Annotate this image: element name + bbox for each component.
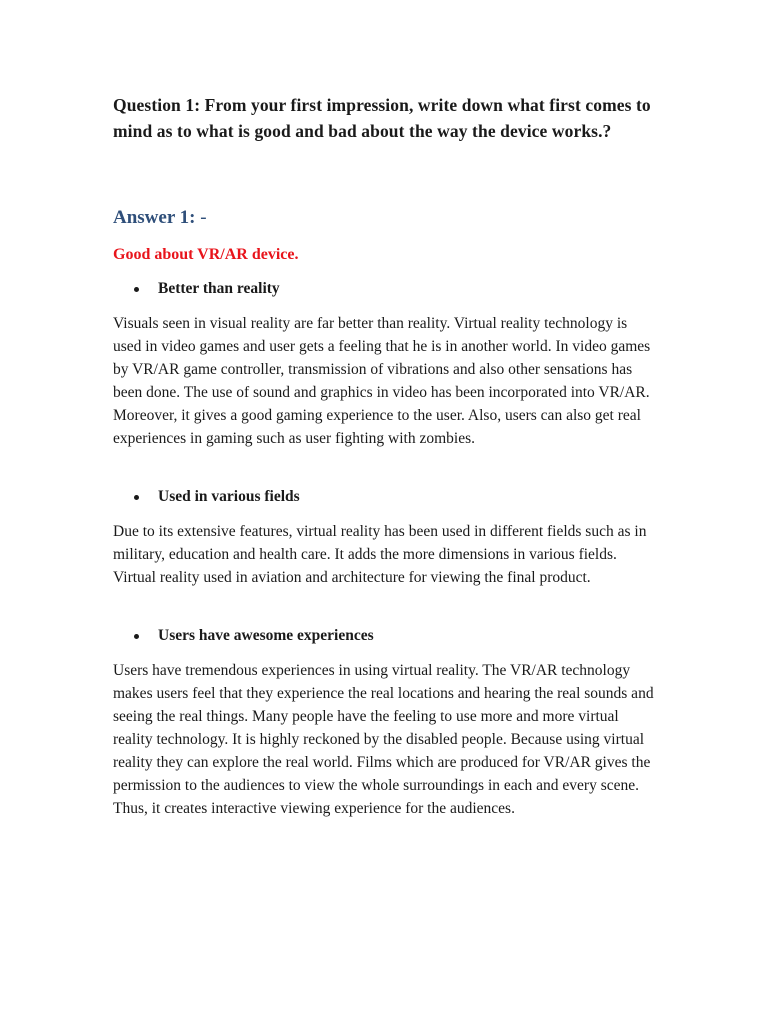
bullet-item <box>113 278 658 300</box>
section-paragraph: Due to its extensive features, virtual reality has been used in different fields such as in military, education and health care. It adds the more dimensions in various fields. Virtual reality used in aviation and architecture for viewing the final product. <box>113 523 647 586</box>
bullet-label: Users have awesome experiences <box>158 627 374 644</box>
section-paragraph: Users have tremendous experiences in using virtual reality. The VR/AR technology makes users feel that they experience the real locations and hearing the real sounds and seeing the real things. Many people have the feeling to use more and more virtual reality technology. It is highly reckoned by the disabled people. Because using virtual reality they can explore the real world. Films which are produced for VR/AR gives the permission to the audiences to view the whole surroundings in each and every scene. Thus, it creates interactive viewing experience for the audiences. <box>113 662 654 817</box>
bullet-item <box>113 625 658 647</box>
question-heading: Question 1: From your first impression, write down what first comes to mind as to what is good and bad about the way the device works.? <box>113 95 651 141</box>
bullet-dot-icon <box>134 287 139 292</box>
good-about-heading: Good about VR/AR device. <box>113 246 299 263</box>
bullet-label: Used in various fields <box>158 488 300 505</box>
bullet-dot-icon <box>134 495 139 500</box>
answer-label: Answer 1: <box>113 207 196 228</box>
answer-heading <box>113 206 658 230</box>
bullet-label: Better than reality <box>158 280 280 297</box>
section-paragraph: Visuals seen in visual reality are far better than reality. Virtual reality technology is used in video games and user gets a feeling that he is in another world. In video games by VR/AR game controller, transmission of vibrations and also other sensations has been done. The use of sound and graphics in video has been incorporated into VR/AR. Moreover, it gives a good gaming experience to the user. Also, users can also get real experiences in gaming such as user fighting with zombies. <box>113 315 651 447</box>
answer-suffix: - <box>195 207 207 228</box>
document-page <box>113 92 658 820</box>
bullet-dot-icon <box>134 634 139 639</box>
bullet-item <box>113 486 658 508</box>
